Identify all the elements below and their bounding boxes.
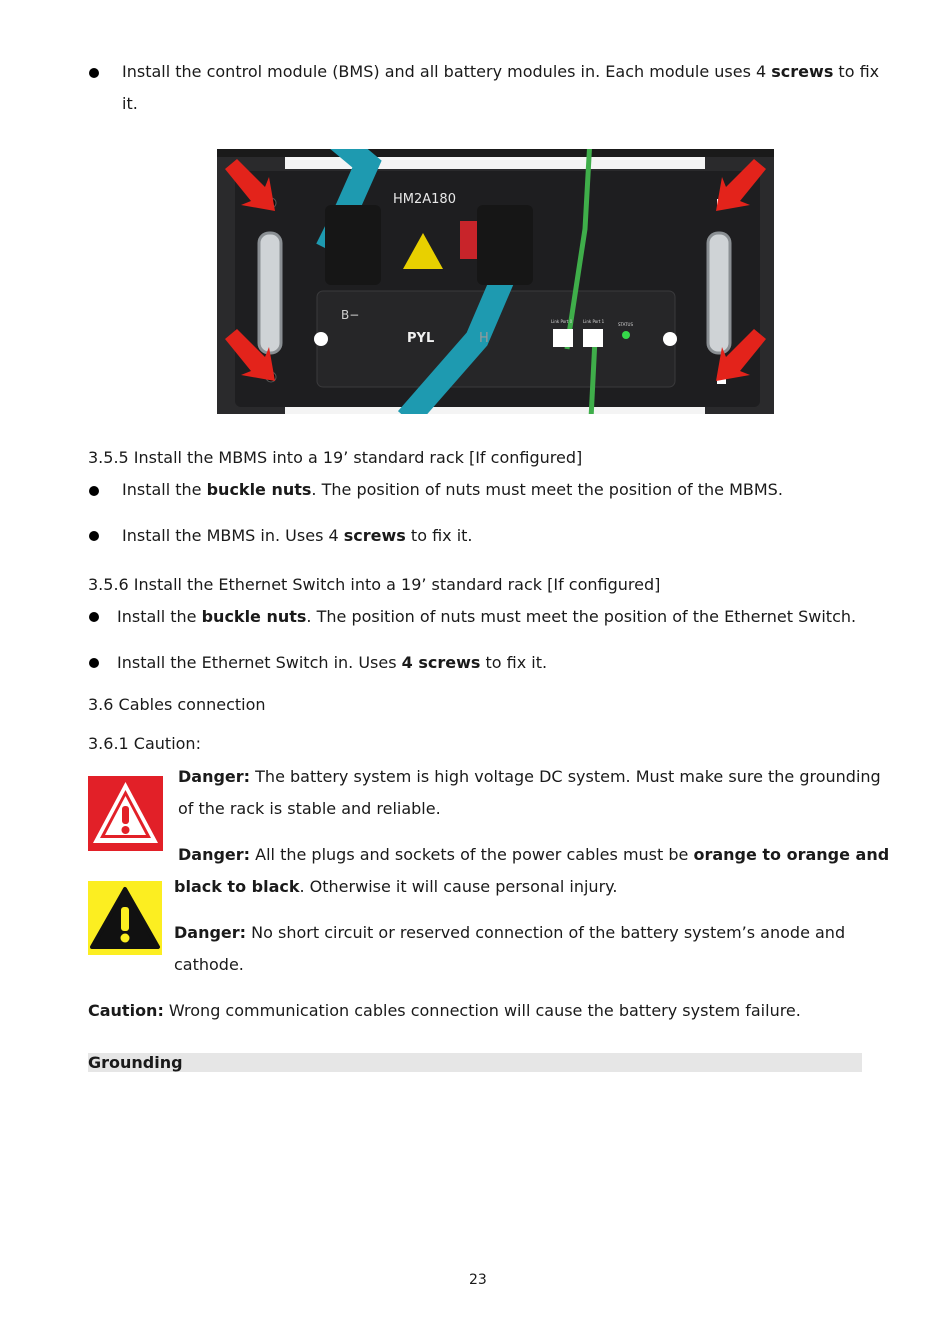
model-label: HM2A180 [393,192,456,207]
intro-bullet-line1 [122,62,879,82]
section-355-bullet2 [122,526,473,546]
bold-text: screws [343,526,406,545]
danger-yellow-warning-icon [88,881,162,955]
grounding-heading: Grounding [88,1053,183,1072]
battery-module-illustration [217,149,774,414]
bold-text: black to black [174,877,300,896]
text: All the plugs and sockets of the power cables must be [250,845,694,864]
danger1-line2: of the rack is stable and reliable. [178,799,441,818]
caution-line [88,1001,801,1021]
section-356-bullet1 [117,607,856,627]
danger-red-warning-icon [88,776,163,851]
text: Wrong communication cables connection will cause the battery system failure. [163,1001,801,1020]
text: to fix [833,62,880,81]
bold-text: 4 screws [401,653,481,672]
caution-label: Caution: [88,1001,164,1020]
danger-label: Danger: [178,767,251,786]
text: . The position of nuts must meet the position of the MBMS. [311,480,783,499]
battery-module-photo [217,149,774,414]
page-number: 23 [469,1272,487,1288]
bold-text: buckle nuts [206,480,312,499]
bullet-dot [89,68,99,78]
status-label: STATUS [618,322,634,327]
danger2-line1 [178,845,889,865]
link-port-1-label: Link Port 1 [583,319,605,324]
danger1-line1 [178,767,881,787]
bullet-dot [89,658,99,668]
text: Install the [122,480,207,499]
text: to fix it. [405,526,473,545]
text: No short circuit or reserved connection of the battery system’s anode and [246,923,846,942]
text: . Otherwise it will cause personal injury. [299,877,618,896]
bullet-dot [89,486,99,496]
text: Install the control module (BMS) and all battery modules in. Each module uses 4 [122,62,772,81]
grounding-heading-bar [88,1053,862,1072]
text: Install the Ethernet Switch in. Uses [117,653,402,672]
text: to fix it. [480,653,548,672]
bold-text: orange to orange and [693,845,890,864]
bullet-dot [89,612,99,622]
intro-bullet-line2: it. [122,94,138,113]
danger-label: Danger: [174,923,247,942]
bold-text: screws [771,62,834,81]
text: The battery system is high voltage DC system. Must make sure the grounding [250,767,881,786]
text: Install the MBMS in. Uses 4 [122,526,344,545]
danger-label: Danger: [178,845,251,864]
text: . The position of nuts must meet the position of the Ethernet Switch. [306,607,857,626]
danger2-line2 [174,877,617,897]
brand-logo-tail: H [479,331,489,346]
link-port-0-label: Link Port 0 [551,319,573,324]
section-36-heading: 3.6 Cables connection [88,695,266,714]
danger3-line2: cathode. [174,955,244,974]
section-355-bullet1 [122,480,783,500]
bullet-dot [89,531,99,541]
bold-text: buckle nuts [201,607,307,626]
section-356-heading: 3.5.6 Install the Ethernet Switch into a 19’ standard rack [If configured] [88,575,661,594]
danger3-line1 [174,923,845,943]
section-356-bullet2 [117,653,547,673]
text: Install the [117,607,202,626]
brand-logo: PYL [407,331,435,346]
section-355-heading: 3.5.5 Install the MBMS into a 19’ standard rack [If configured] [88,448,583,467]
terminal-label: B− [341,308,360,322]
section-361-heading: 3.6.1 Caution: [88,734,201,753]
